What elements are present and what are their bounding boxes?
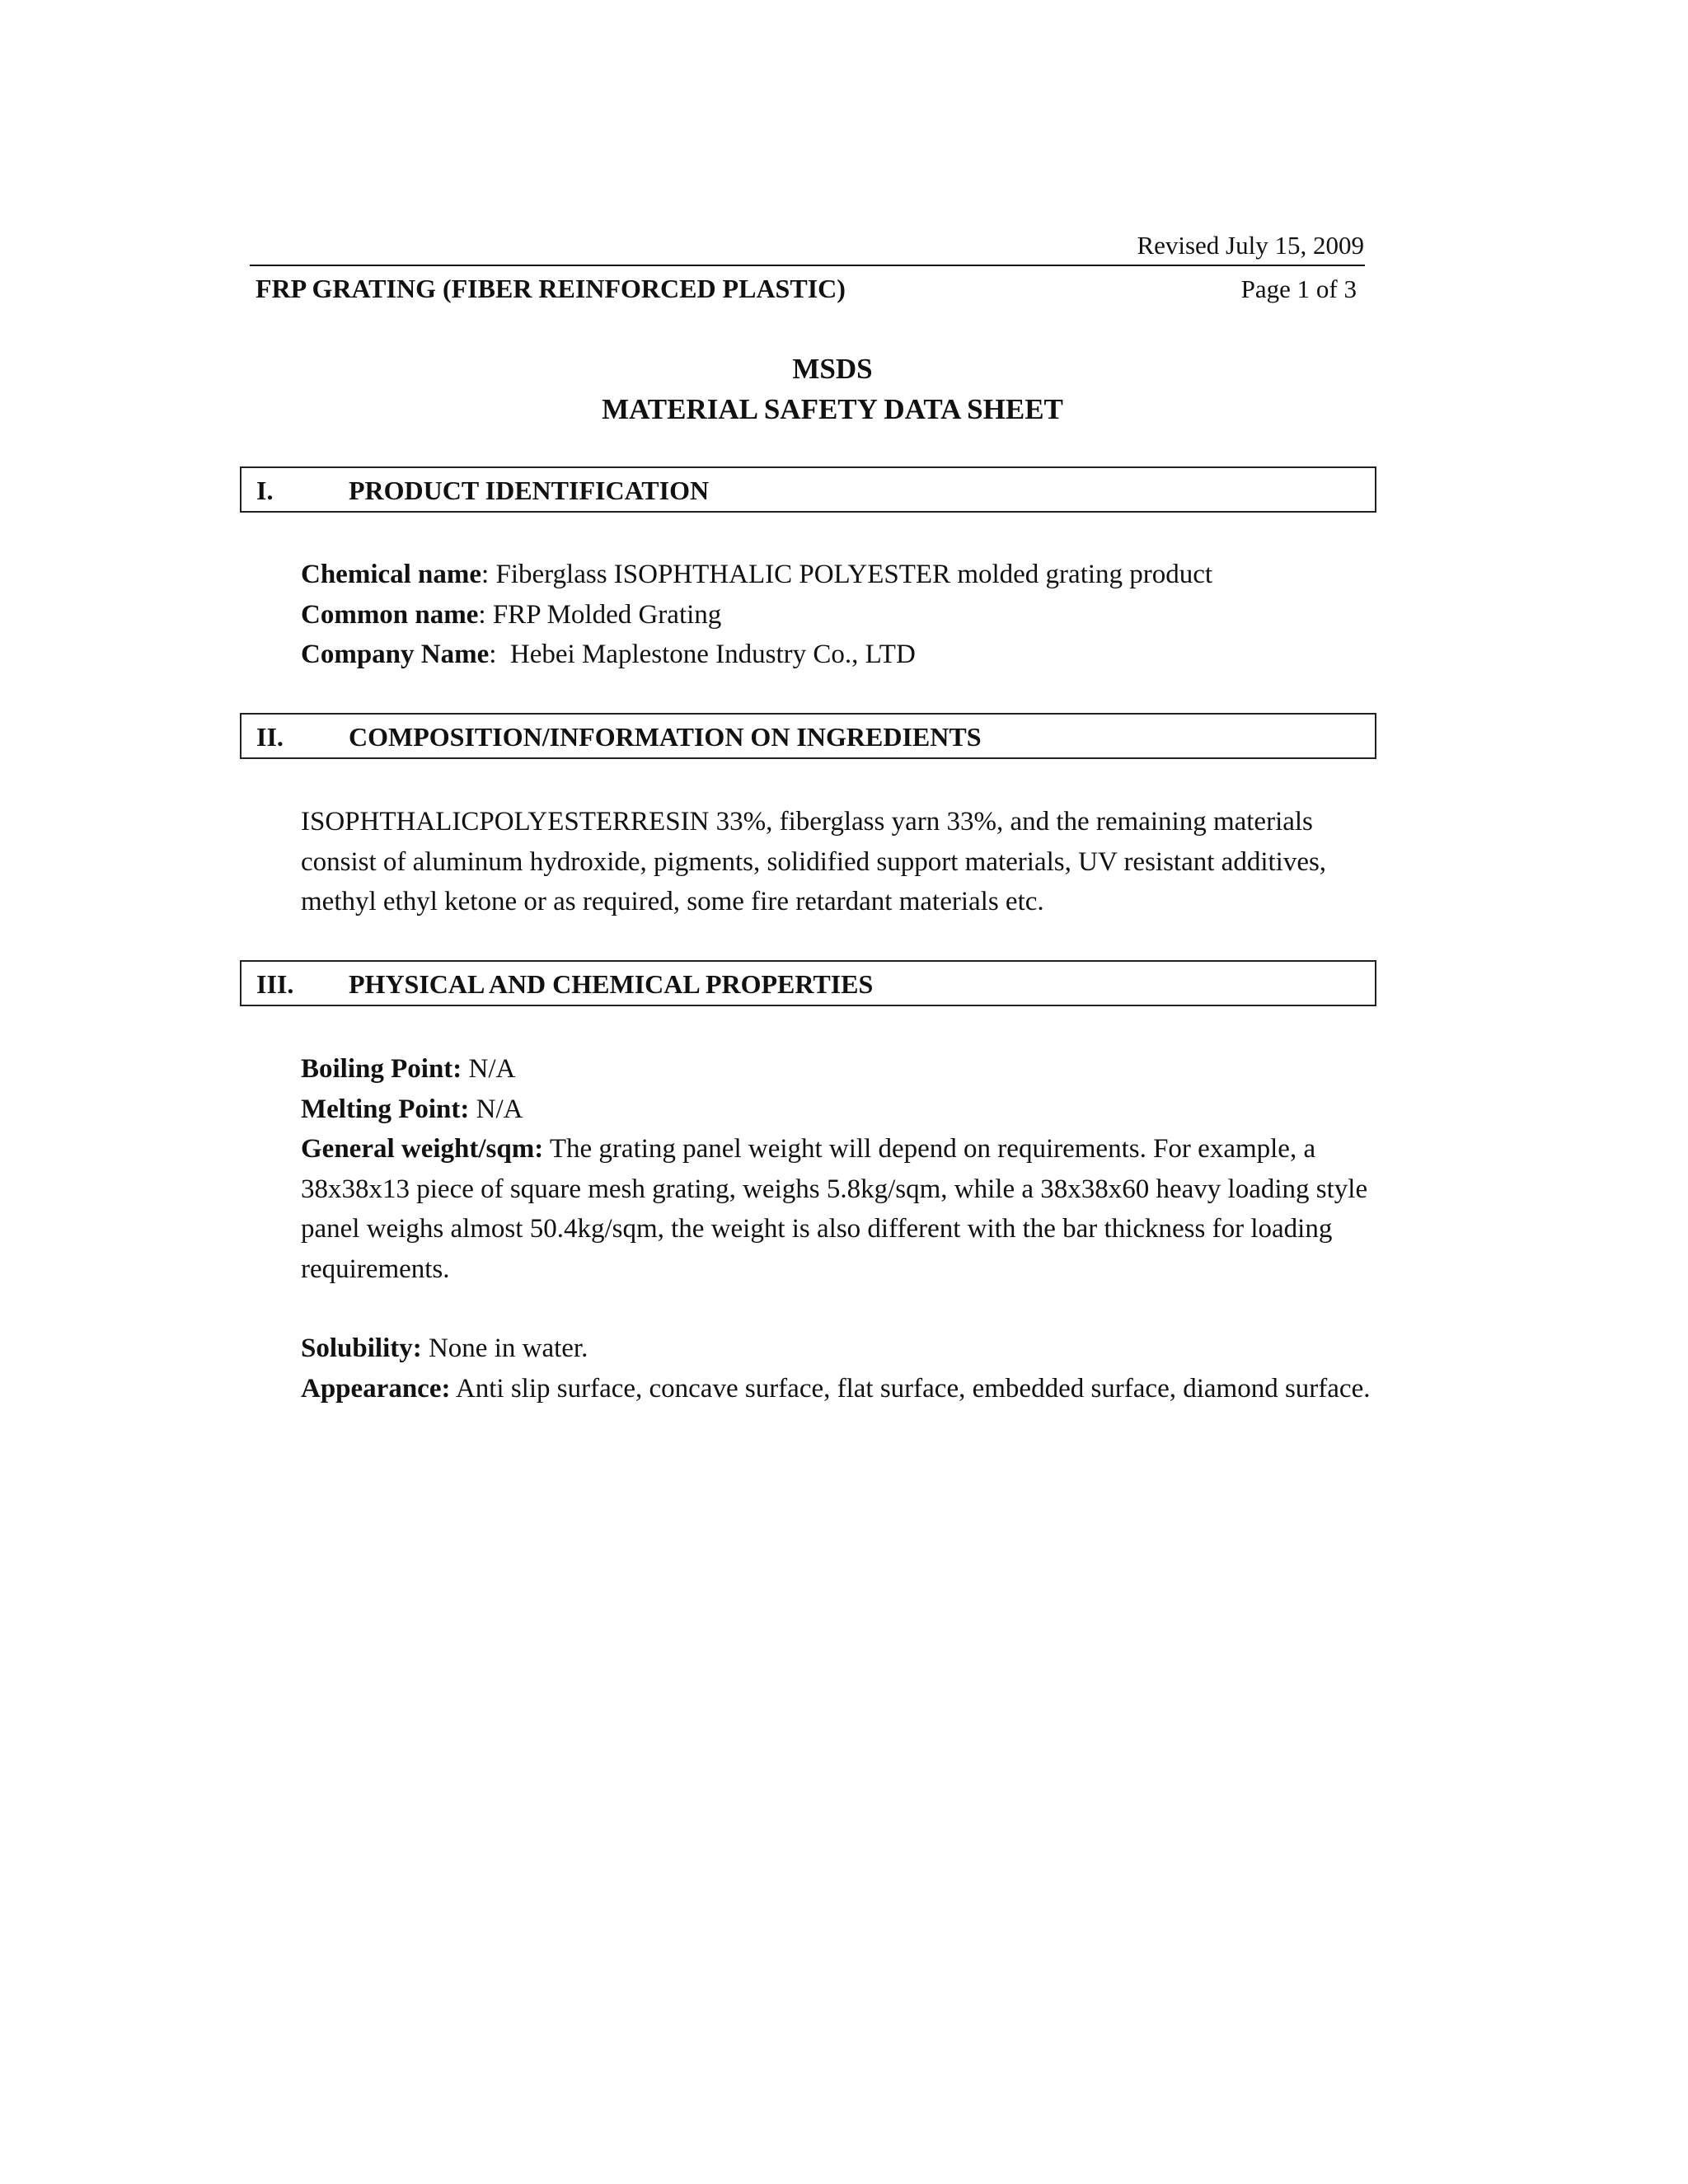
field-label: Solubility: [301, 1333, 422, 1363]
document-title: FRP GRATING (FIBER REINFORCED PLASTIC) [256, 274, 846, 303]
physical-properties-body-2 [301, 1329, 1381, 1408]
field-label: Melting Point: [301, 1094, 470, 1124]
section-number: I. [256, 476, 274, 505]
section-number: III. [256, 969, 294, 999]
field-separator [422, 1333, 429, 1363]
field-label: Company Name [301, 640, 490, 669]
section-header-product-identification [240, 466, 1376, 513]
section-title: PHYSICAL AND CHEMICAL PROPERTIES [349, 969, 874, 999]
field-value: FRP Molded Grating [492, 599, 722, 630]
section-number: II. [256, 722, 284, 752]
title-msds: MSDS [792, 353, 873, 385]
field-value: Fiberglass ISOPHTHALIC POLYESTER molded grating product [495, 560, 1213, 589]
field-value: N/A [476, 1094, 523, 1124]
composition-body [301, 802, 1381, 922]
field-value: Anti slip surface, concave surface, flat surface, embedded surface, diamond surface. [455, 1373, 1371, 1404]
field-appearance [301, 1369, 1381, 1409]
field-label: Boiling Point: [301, 1054, 462, 1084]
section-header-composition [240, 713, 1376, 759]
page-number: Page 1 of 3 [1240, 274, 1357, 303]
field-boiling-point [301, 1049, 1381, 1090]
field-general-weight [301, 1129, 1381, 1289]
field-label: Appearance: [301, 1373, 451, 1404]
header-divider [250, 265, 1365, 266]
product-identification-body [301, 555, 1381, 675]
field-separator [469, 1094, 476, 1124]
field-value: None in water. [428, 1333, 588, 1363]
revision-date: Revised July 15, 2009 [1137, 231, 1364, 260]
field-solubility [301, 1329, 1381, 1369]
field-label: Common name [301, 599, 479, 630]
section-title: PRODUCT IDENTIFICATION [349, 476, 710, 505]
field-melting-point [301, 1090, 1381, 1130]
field-separator [462, 1054, 468, 1084]
field-company-name [301, 635, 1381, 675]
field-separator: : [481, 560, 496, 589]
field-chemical-name [301, 555, 1381, 595]
section-title: COMPOSITION/INFORMATION ON INGREDIENTS [349, 722, 982, 752]
field-value: N/A [468, 1054, 516, 1084]
field-value: Hebei Maplestone Industry Co., LTD [509, 640, 916, 669]
field-value: The grating panel weight will depend on requirements. For example, a 38x38x13 piece of square mesh grating, weighs 5.8kg/sqm, while a 38x38x60 heavy loading style panel weighs almost 50.4kg/sqm, the weight is also different with the bar thickness for loading requirements. [301, 1134, 1368, 1284]
field-label: Chemical name [301, 560, 482, 589]
field-separator [543, 1134, 550, 1164]
field-common-name [301, 595, 1381, 635]
composition-text: ISOPHTHALICPOLYESTERRESIN 33%, fiberglass yarn 33%, and the remaining materials consist of aluminum hydroxide, pigments, solidified support materials, UV resistant additives, methyl ethyl ketone or as required, some fire retardant materials etc. [301, 807, 1327, 916]
field-label: General weight/sqm: [301, 1134, 544, 1164]
title-material-safety-data-sheet: MATERIAL SAFETY DATA SHEET [602, 393, 1063, 425]
physical-properties-body [301, 1049, 1381, 1289]
field-separator: : [489, 640, 510, 669]
section-header-physical-chemical-properties [240, 960, 1376, 1006]
field-separator: : [478, 599, 493, 630]
